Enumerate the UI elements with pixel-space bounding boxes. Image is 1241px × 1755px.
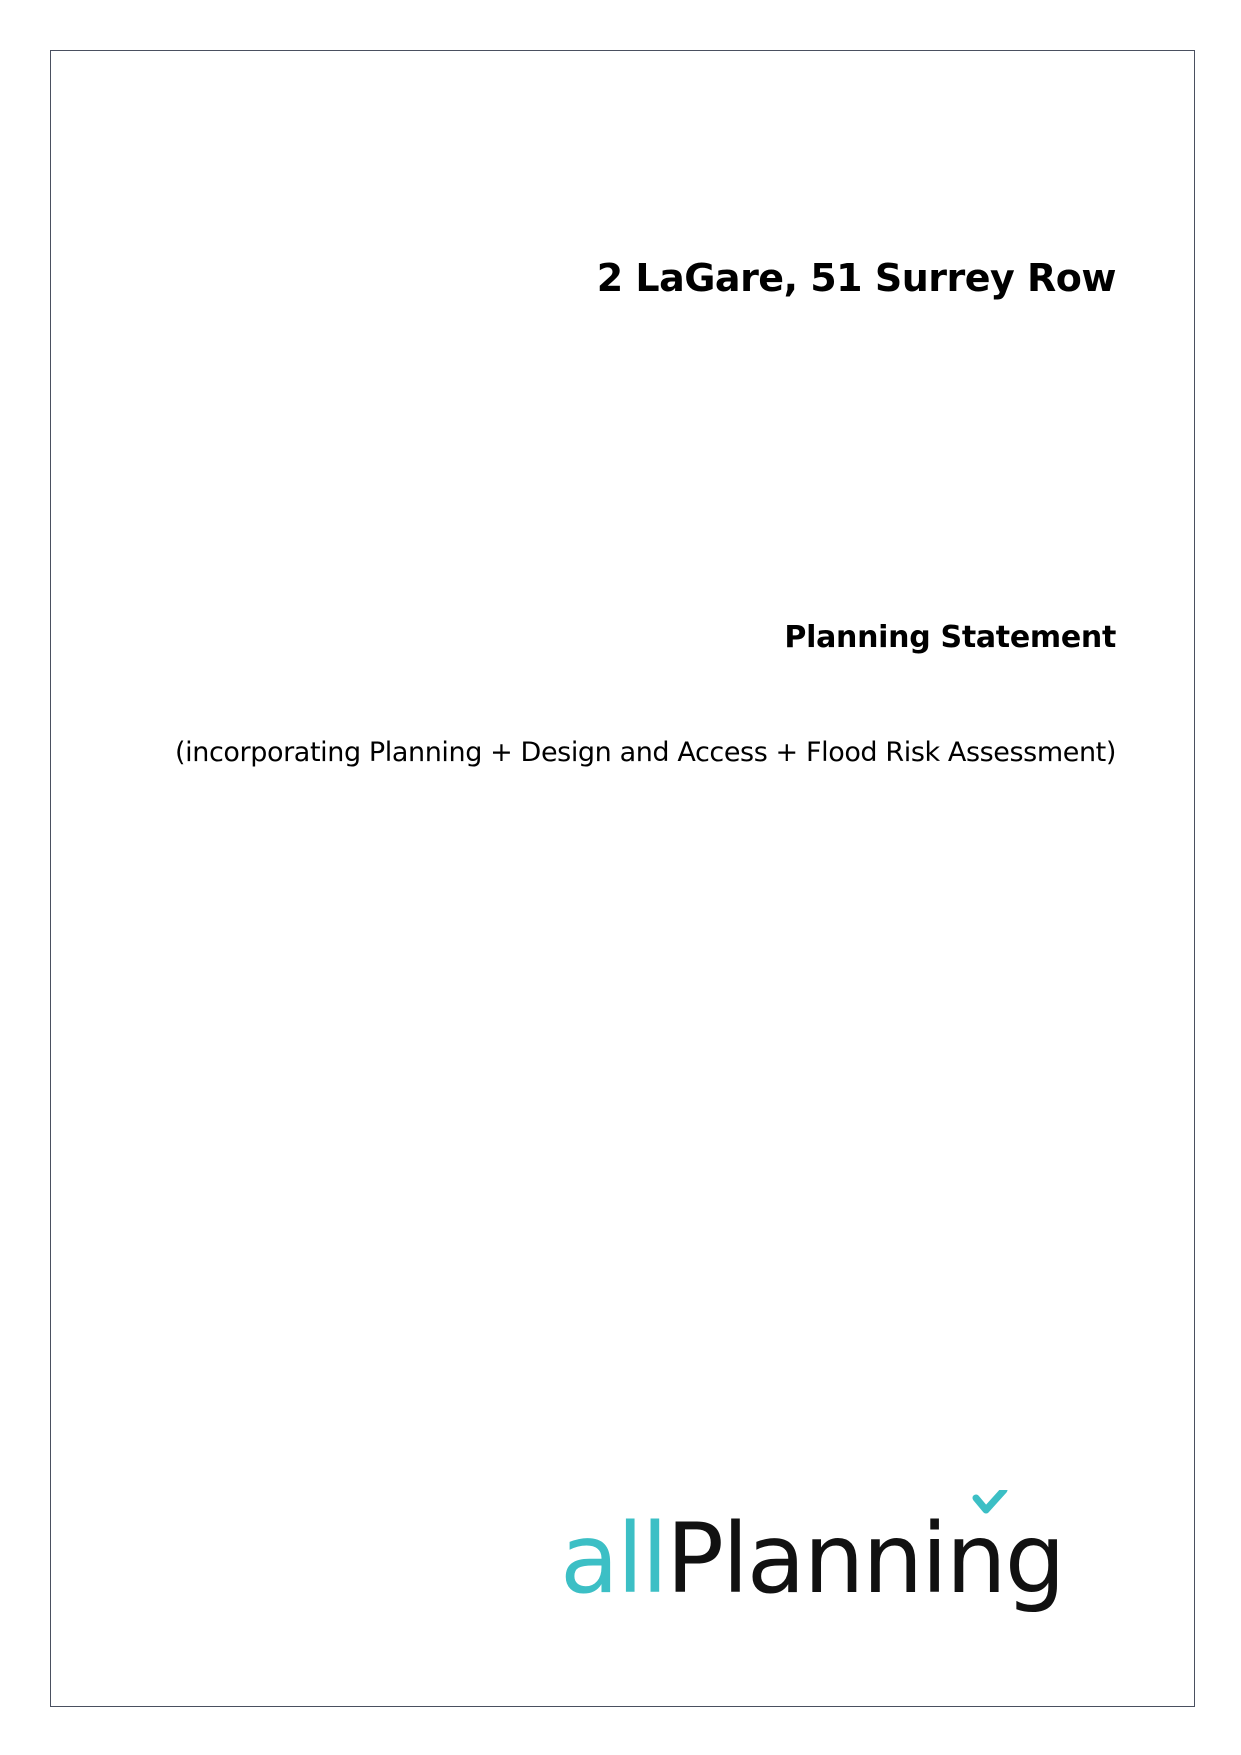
document-scope-note: (incorporating Planning + Design and Access + Flood Risk Assessment) — [175, 737, 1116, 768]
document-title: 2 LaGare, 51 Surrey Row — [596, 256, 1116, 300]
logo-prefix: all — [560, 1503, 667, 1615]
document-subtitle: Planning Statement — [784, 620, 1116, 655]
logo-wordmark — [560, 1503, 1064, 1615]
logo-name: Planning — [666, 1503, 1064, 1615]
allplanning-logo — [560, 1490, 1126, 1640]
